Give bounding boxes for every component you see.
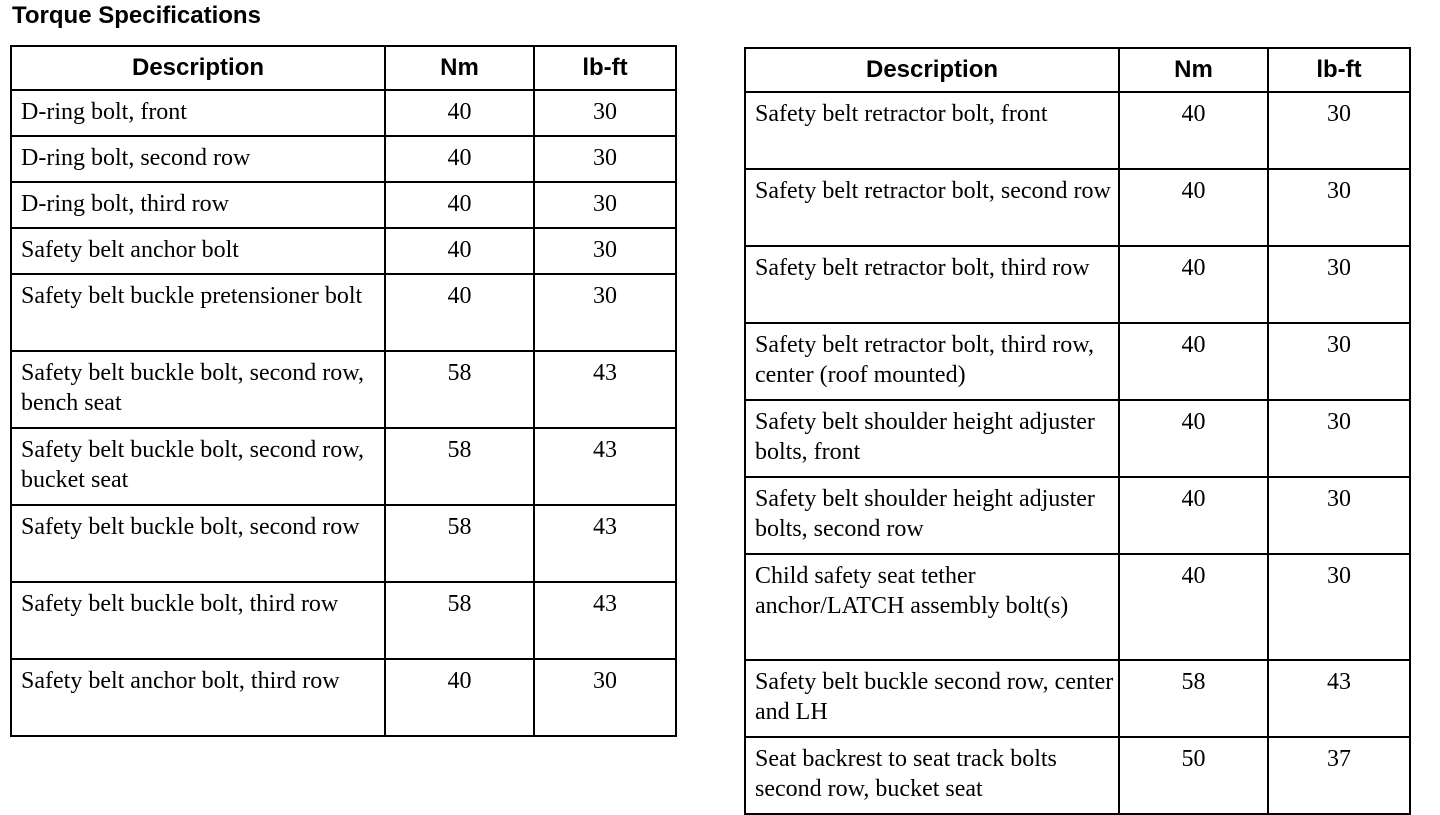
table-row [745, 323, 1410, 400]
table-row [745, 660, 1410, 737]
table-row [745, 92, 1410, 169]
table-row [745, 554, 1410, 660]
cell-lbft: 30 [1268, 323, 1410, 400]
cell-nm: 40 [1119, 477, 1268, 554]
table-row [11, 659, 676, 736]
cell-description: D-ring bolt, front [11, 90, 385, 136]
header-description: Description [745, 48, 1119, 92]
table-row [745, 477, 1410, 554]
torque-table-right [744, 47, 1411, 815]
cell-lbft: 30 [534, 90, 676, 136]
cell-description: Safety belt buckle pretensioner bolt [11, 274, 385, 351]
cell-description: Safety belt shoulder height adjuster bolts, second row [745, 477, 1119, 554]
cell-nm: 40 [1119, 554, 1268, 660]
cell-description: Safety belt buckle bolt, second row [11, 505, 385, 582]
cell-nm: 40 [385, 182, 534, 228]
cell-description: Safety belt retractor bolt, front [745, 92, 1119, 169]
table-row [11, 351, 676, 428]
cell-lbft: 43 [534, 582, 676, 659]
cell-nm: 58 [385, 505, 534, 582]
table-header-row [11, 46, 676, 90]
page-title: Torque Specifications [12, 2, 261, 29]
cell-nm: 58 [385, 428, 534, 505]
cell-lbft: 30 [534, 228, 676, 274]
cell-lbft: 30 [1268, 246, 1410, 323]
cell-lbft: 43 [534, 428, 676, 505]
cell-lbft: 30 [534, 274, 676, 351]
cell-lbft: 30 [534, 136, 676, 182]
cell-nm: 40 [1119, 400, 1268, 477]
cell-description: Seat backrest to seat track bolts second row, bucket seat [745, 737, 1119, 814]
header-nm: Nm [1119, 48, 1268, 92]
cell-lbft: 30 [534, 659, 676, 736]
torque-table-left [10, 45, 677, 737]
table-row [745, 400, 1410, 477]
cell-description: Child safety seat tether anchor/LATCH assembly bolt(s) [745, 554, 1119, 660]
header-lbft: lb-ft [1268, 48, 1410, 92]
cell-description: D-ring bolt, second row [11, 136, 385, 182]
cell-lbft: 30 [1268, 92, 1410, 169]
cell-description: Safety belt buckle bolt, second row, bench seat [11, 351, 385, 428]
cell-nm: 40 [385, 90, 534, 136]
cell-lbft: 43 [534, 505, 676, 582]
cell-lbft: 43 [1268, 660, 1410, 737]
cell-description: D-ring bolt, third row [11, 182, 385, 228]
cell-description: Safety belt buckle second row, center and LH [745, 660, 1119, 737]
cell-description: Safety belt buckle bolt, third row [11, 582, 385, 659]
cell-nm: 40 [385, 228, 534, 274]
cell-nm: 40 [385, 659, 534, 736]
cell-nm: 40 [1119, 323, 1268, 400]
table-row [11, 182, 676, 228]
table-row [745, 737, 1410, 814]
header-nm: Nm [385, 46, 534, 90]
cell-nm: 58 [385, 582, 534, 659]
cell-description: Safety belt buckle bolt, second row, bucket seat [11, 428, 385, 505]
table-row [11, 228, 676, 274]
header-description: Description [11, 46, 385, 90]
table-row [11, 582, 676, 659]
cell-description: Safety belt anchor bolt, third row [11, 659, 385, 736]
cell-lbft: 30 [1268, 400, 1410, 477]
table-row [11, 274, 676, 351]
cell-description: Safety belt retractor bolt, third row [745, 246, 1119, 323]
table-row [11, 90, 676, 136]
cell-nm: 50 [1119, 737, 1268, 814]
table-row [745, 246, 1410, 323]
cell-description: Safety belt shoulder height adjuster bolts, front [745, 400, 1119, 477]
table-header-row [745, 48, 1410, 92]
cell-nm: 40 [1119, 169, 1268, 246]
cell-lbft: 37 [1268, 737, 1410, 814]
cell-lbft: 30 [534, 182, 676, 228]
cell-nm: 58 [385, 351, 534, 428]
cell-nm: 40 [1119, 92, 1268, 169]
cell-nm: 58 [1119, 660, 1268, 737]
table-row [11, 428, 676, 505]
cell-lbft: 30 [1268, 477, 1410, 554]
cell-lbft: 30 [1268, 169, 1410, 246]
cell-description: Safety belt retractor bolt, third row, center (roof mounted) [745, 323, 1119, 400]
cell-nm: 40 [385, 136, 534, 182]
cell-nm: 40 [1119, 246, 1268, 323]
cell-nm: 40 [385, 274, 534, 351]
cell-lbft: 30 [1268, 554, 1410, 660]
table-row [745, 169, 1410, 246]
cell-lbft: 43 [534, 351, 676, 428]
header-lbft: lb-ft [534, 46, 676, 90]
cell-description: Safety belt anchor bolt [11, 228, 385, 274]
table-row [11, 136, 676, 182]
cell-description: Safety belt retractor bolt, second row [745, 169, 1119, 246]
table-row [11, 505, 676, 582]
